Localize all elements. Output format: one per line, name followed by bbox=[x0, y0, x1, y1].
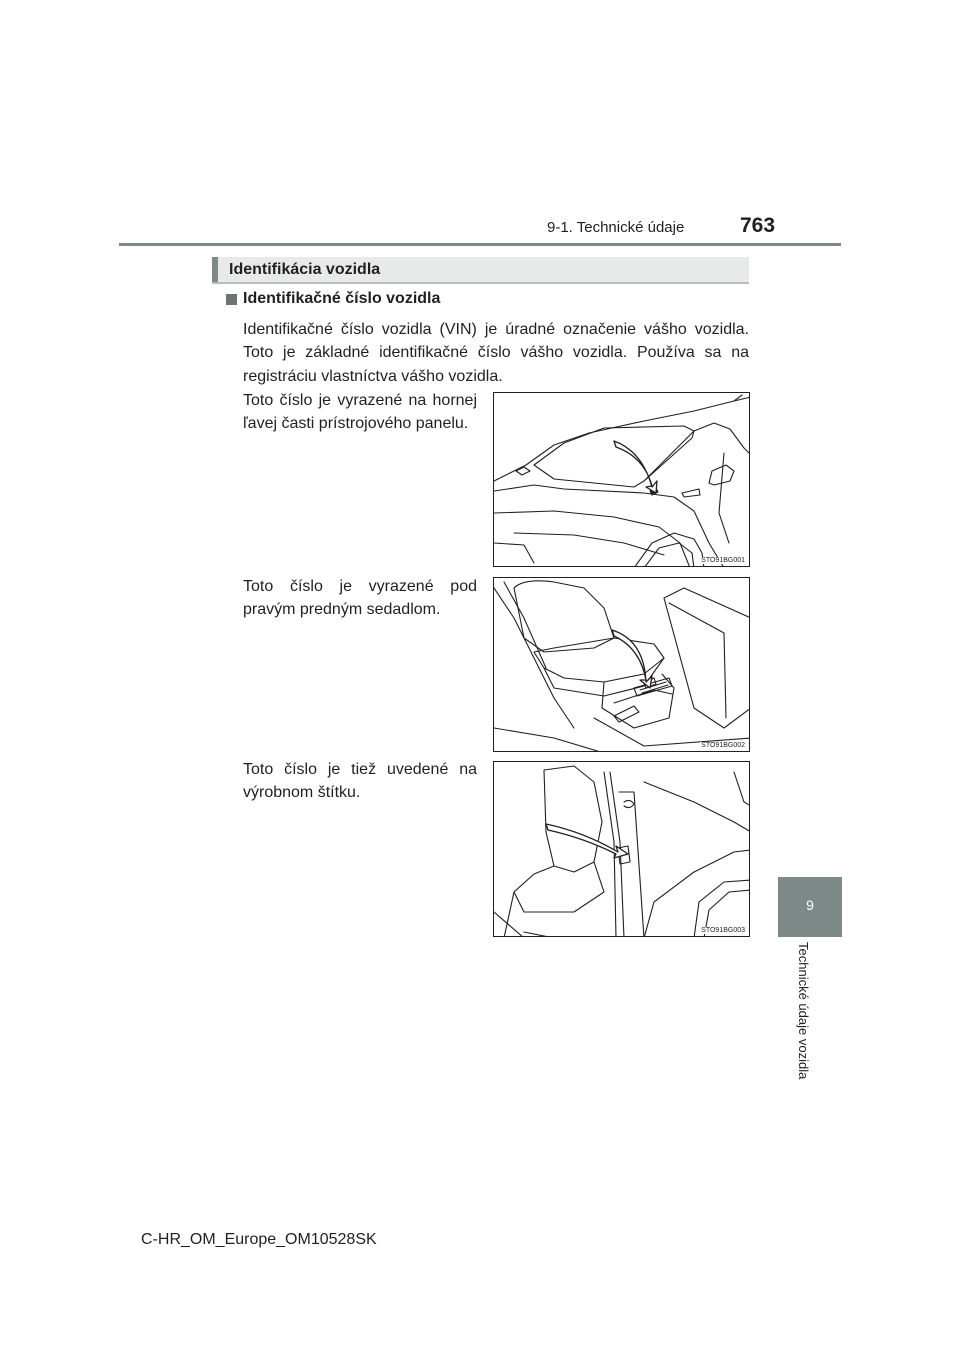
figure-under-seat-vin bbox=[493, 577, 750, 752]
figure-code: STO91BG003 bbox=[701, 927, 745, 934]
figure-dashboard-vin bbox=[493, 392, 750, 567]
header-section-title: 9-1. Technické údaje bbox=[547, 219, 685, 236]
item-text-dashboard: Toto číslo je vyrazené na hornej ľavej časti prístrojového panelu. bbox=[243, 392, 477, 433]
door-pillar-illustration bbox=[494, 762, 750, 937]
front-seat-illustration bbox=[494, 578, 750, 752]
item-text-manufacturer-label: Toto číslo je tiež uvedené na výrobnom štítku. bbox=[243, 761, 477, 802]
chapter-number: 9 bbox=[806, 897, 814, 913]
chapter-title: Technické údaje vozidla bbox=[796, 942, 811, 1080]
section-heading-bar bbox=[212, 257, 218, 282]
section-heading bbox=[212, 257, 749, 284]
item-text-under-seat: Toto číslo je vyrazené pod pravým predným sedadlom. bbox=[243, 578, 477, 619]
header-divider bbox=[119, 243, 841, 246]
square-bullet-icon bbox=[226, 294, 237, 305]
figure-code: STO91BG002 bbox=[701, 742, 745, 749]
car-windshield-illustration bbox=[494, 393, 750, 567]
figure-manufacturer-label-vin bbox=[493, 761, 750, 937]
intro-paragraph: Identifikačné číslo vozidla (VIN) je úradné označenie vášho vozidla. Toto je základné identifikačné číslo vášho vozidla. Používa sa na registráciu vlastníctva vášho vozidla. bbox=[243, 321, 749, 385]
chapter-tab[interactable] bbox=[778, 877, 842, 937]
page-number: 763 bbox=[740, 214, 776, 237]
section-title: Identifikácia vozidla bbox=[229, 261, 381, 278]
footer-document-id: C-HR_OM_Europe_OM10528SK bbox=[141, 1231, 377, 1248]
figure-code: STO91BG001 bbox=[701, 557, 745, 564]
subsection-title: Identifikačné číslo vozidla bbox=[243, 290, 441, 307]
